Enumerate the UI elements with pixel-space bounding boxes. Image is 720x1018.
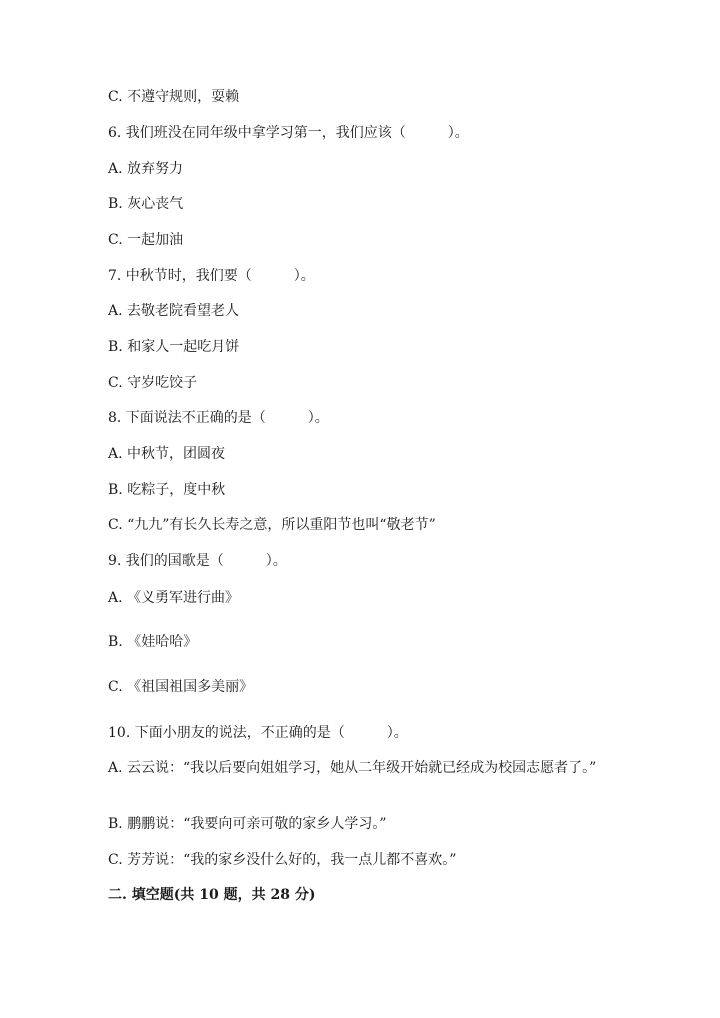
q6-option-a: A. 放弃努力 [108, 161, 184, 177]
q7-option-c: C. 守岁吃饺子 [108, 375, 198, 391]
q10-option-c: C. 芳芳说：“我的家乡没什么好的，我一点儿都不喜欢。” [108, 852, 457, 868]
q5-option-c: C. 不遵守规则，耍赖 [108, 89, 240, 105]
q8-option-c: C. “九九”有长久长寿之意，所以重阳节也叫“敬老节” [108, 517, 436, 533]
q8-option-a: A. 中秋节，团圆夜 [108, 446, 226, 462]
q6-option-c: C. 一起加油 [108, 232, 184, 248]
q10-option-a: A. 云云说：“我以后要向姐姐学习，她从二年级开始就已经成为校园志愿者了。” [108, 760, 597, 776]
q9-option-c: C. 《祖国祖国多美丽》 [108, 679, 254, 695]
q8-option-b: B. 吃粽子，度中秋 [108, 482, 226, 498]
q7-option-a: A. 去敬老院看望老人 [108, 303, 240, 319]
q6-option-b: B. 灰心丧气 [108, 196, 184, 212]
section-title: 二. 填空题(共 10 题，共 28 分) [108, 887, 316, 903]
q10-option-b: B. 鹏鹏说：“我要向可亲可敬的家乡人学习。” [108, 816, 387, 832]
q9-option-a: A. 《义勇军进行曲》 [108, 590, 240, 606]
q6-question: 6. 我们班没在同年级中拿学习第一，我们应该（ ）。 [108, 125, 469, 141]
q10-question: 10. 下面小朋友的说法，不正确的是（ ）。 [108, 725, 408, 741]
q9-option-b: B. 《娃哈哈》 [108, 634, 198, 650]
q7-question: 7. 中秋节时，我们要（ ）。 [108, 268, 315, 284]
q7-option-b: B. 和家人一起吃月饼 [108, 339, 240, 355]
q9-question: 9. 我们的国歌是（ ）。 [108, 553, 287, 569]
q8-question: 8. 下面说法不正确的是（ ）。 [108, 410, 329, 426]
